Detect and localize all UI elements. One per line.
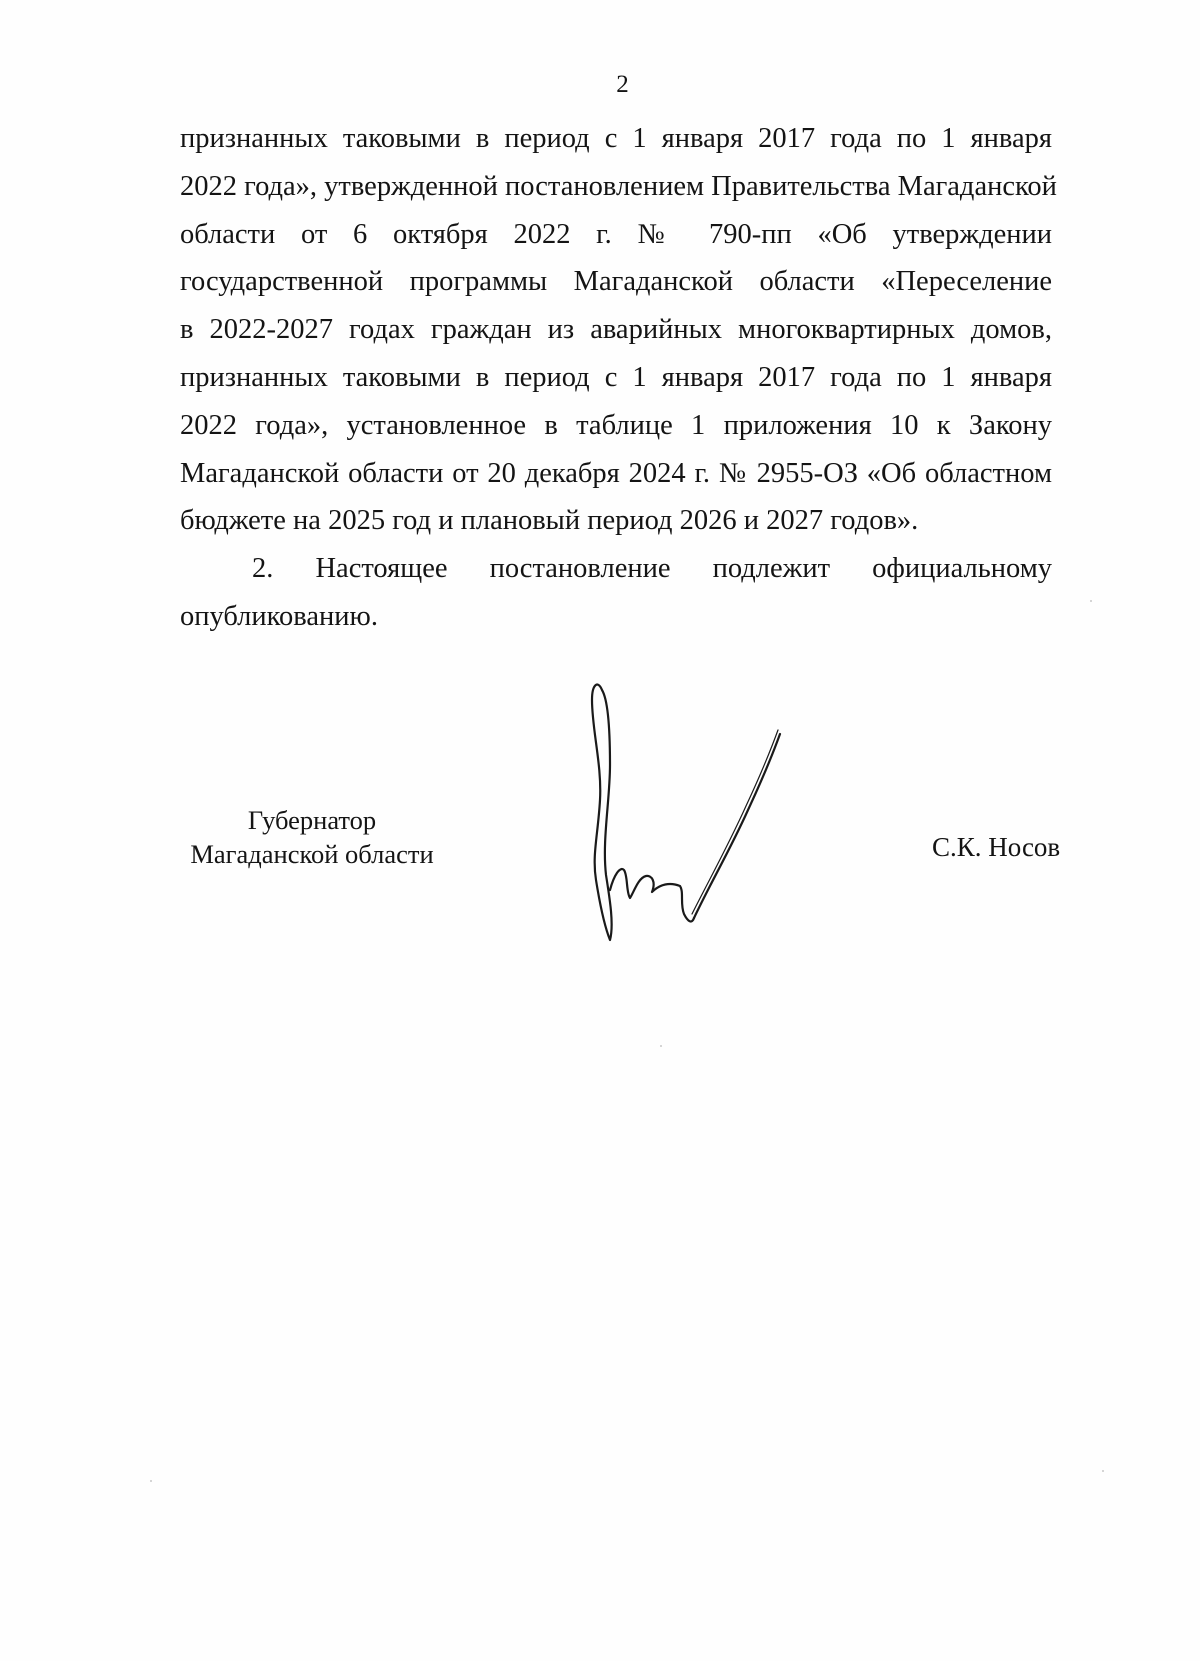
signatory-name: С.К. Носов: [932, 832, 1061, 862]
body-line: Магаданской области от 20 декабря 2024 г. № 2955-ОЗ «Об областном: [180, 457, 1052, 489]
scan-speck: [1102, 1470, 1104, 1472]
paragraph-2-line: опубликованию.: [180, 600, 378, 632]
scan-speck: [660, 1045, 662, 1047]
body-line: государственной программы Магаданской области «Переселение: [180, 266, 1052, 298]
scan-speck: [150, 1480, 152, 1482]
body-line: признанных таковыми в период с 1 января 2017 года по 1 января: [180, 361, 1052, 393]
paragraph-2-line: 2. Настоящее постановление подлежит официальному: [252, 553, 1052, 585]
body-line: области от 6 октября 2022 г. № 790-пп «Об утверждении: [180, 218, 1052, 250]
handwritten-signature-image: [580, 670, 840, 950]
signatory-position: [180, 803, 444, 871]
document-body: [180, 115, 1057, 641]
body-line: 2022 года», утвержденной постановлением Правительства Магаданской: [180, 170, 1057, 202]
signatory-position-line: Магаданской области: [190, 839, 434, 869]
body-line: в 2022-2027 годах граждан из аварийных многоквартирных домов,: [180, 314, 1052, 346]
page-number: 2: [616, 71, 629, 98]
scan-speck: [1090, 600, 1092, 602]
body-line: признанных таковыми в период с 1 января 2017 года по 1 января: [180, 123, 1052, 154]
signatory-position-line: Губернатор: [247, 805, 377, 835]
body-line: 2022 года», установленное в таблице 1 приложения 10 к Закону: [180, 409, 1052, 441]
body-line: бюджете на 2025 год и плановый период 2026 и 2027 годов».: [180, 505, 919, 537]
